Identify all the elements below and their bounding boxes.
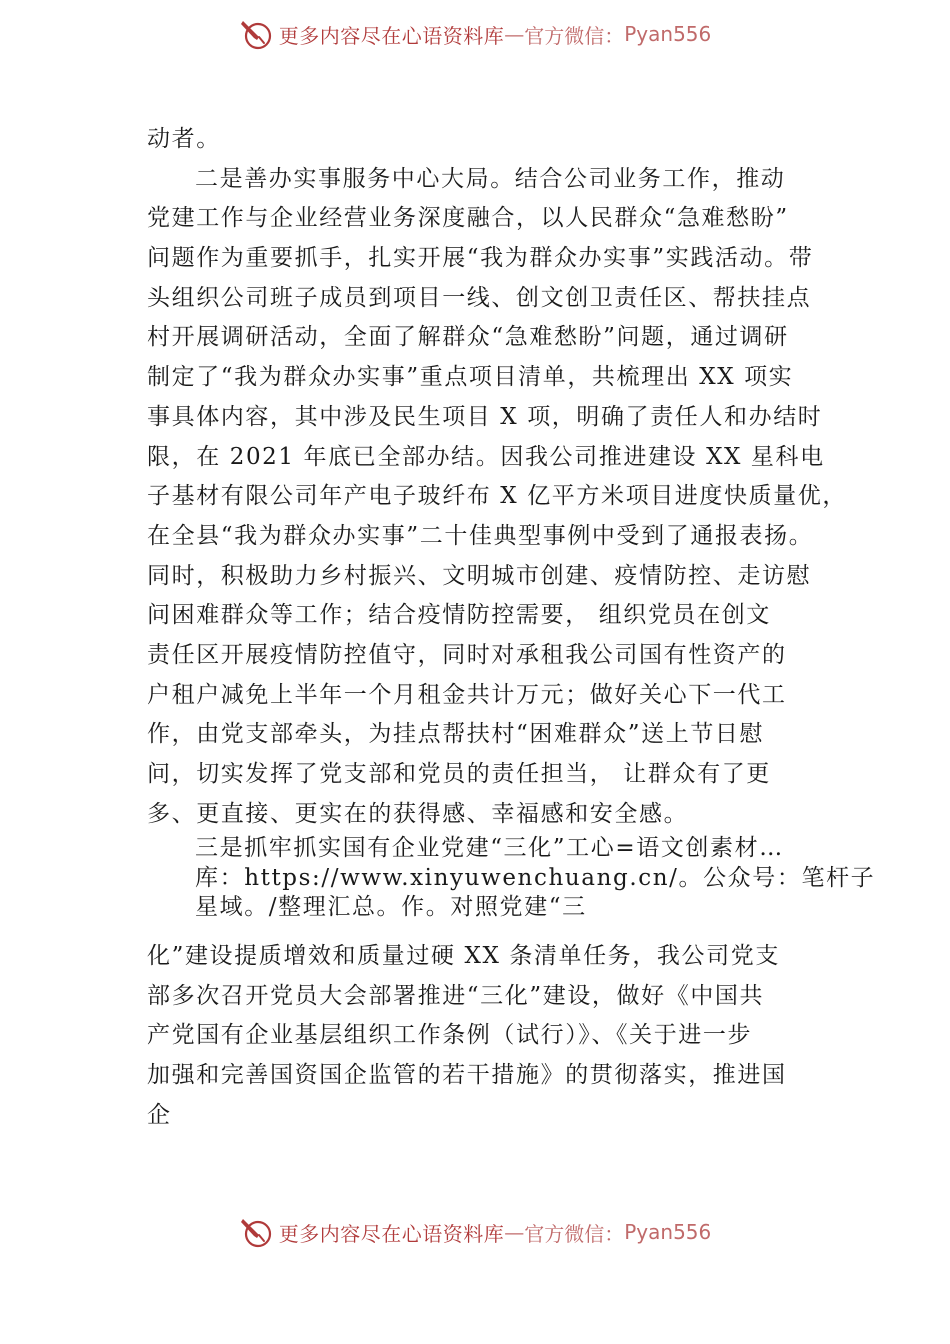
- text-line: 在全县“我为群众办实事”二十佳典型事例中受到了通报表扬。: [147, 522, 814, 549]
- text-line: 企: [147, 1101, 172, 1128]
- text-line: 加强和完善国资国企监管的若干措施》的贯彻落实，推进国: [147, 1061, 787, 1088]
- text-line: 村开展调研活动，全面了解群众“急难愁盼”问题，通过调研: [147, 324, 789, 351]
- text-line: 产党国有企业基层组织工作条例（试行）》、《关于进一步: [147, 1022, 753, 1049]
- header-contact-id: Pyan556: [624, 22, 712, 46]
- text-line: 责任区开展疫情防控值守，同时对承租我公司国有性资产的: [147, 641, 787, 668]
- text-line: 库：https://www.xinyuwenchuang.cn/。公众号：笔杆子: [195, 864, 876, 891]
- text-line: 问题作为重要抓手，扎实开展“我为群众办实事”实践活动。带: [147, 245, 814, 272]
- text-line: 星域。/整理汇总。作。对照党建“三: [195, 894, 587, 921]
- footer-banner: [0, 1212, 950, 1252]
- text-line: 问，切实发挥了党支部和党员的责任担当， 让群众有了更: [147, 761, 771, 787]
- text-line: 户租户减免上半年一个月租金共计万元；做好关心下一代工: [147, 681, 787, 708]
- text-line: 事具体内容，其中涉及民生项目 X 项，明确了责任人和办结时: [147, 403, 823, 430]
- footer-contact-id: Pyan556: [624, 1220, 712, 1244]
- text-line: 限，在 2021 年底已全部办结。因我公司推进建设 XX 星科电: [147, 443, 825, 470]
- text-line: 头组织公司班子成员到项目一线、创文创卫责任区、帮扶挂点: [147, 284, 812, 311]
- header-contact-label: 官方微信：: [524, 23, 625, 48]
- document-body: [147, 120, 876, 1135]
- footer-contact-label: 官方微信：: [524, 1221, 625, 1246]
- text-line: 化”建设提质增效和质量过硬 XX 条清单任务，我公司党支: [147, 942, 780, 969]
- text-line: 作，由党支部牵头，为挂点帮扶村“困难群众”送上节日慰: [147, 721, 765, 748]
- header-banner: [0, 14, 950, 54]
- pen-logo-icon: [239, 17, 273, 51]
- text-line: 党建工作与企业经营业务深度融合，以人民群众“急难愁盼”: [147, 205, 789, 232]
- footer-brand-text: 更多内容尽在心语资料库: [278, 1221, 505, 1246]
- paragraph-start-line: 二是善办实事服务中心大局。结合公司业务工作，推动: [195, 165, 786, 192]
- text-line: 多、更直接、更实在的获得感、幸福感和安全感。: [147, 800, 689, 827]
- header-separator: —: [504, 22, 525, 46]
- text-line: 子基材有限公司年产电子玻纤布 X 亿平方米项目进度快质量优，: [147, 483, 847, 510]
- paragraph-start-line: 三是抓牢抓实国有企业党建“三化”工心=语文创素材…: [195, 835, 784, 862]
- text-line: 问困难群众等工作；结合疫情防控需要， 组织党员在创文: [147, 602, 771, 629]
- text-line: 同时，积极助力乡村振兴、文明城市创建、疫情防控、走访慰: [147, 562, 812, 589]
- spacer: [147, 923, 837, 937]
- header-brand-text: 更多内容尽在心语资料库: [278, 23, 505, 48]
- text-line: 部多次召开党员大会部署推进“三化”建设，做好《中国共: [147, 982, 765, 1009]
- text-line: 动者。: [147, 126, 221, 152]
- footer-separator: —: [504, 1220, 525, 1244]
- text-line: 制定了“我为群众办实事”重点项目清单，共梳理出 XX 项实: [147, 364, 794, 391]
- pen-logo-icon: [239, 1215, 273, 1249]
